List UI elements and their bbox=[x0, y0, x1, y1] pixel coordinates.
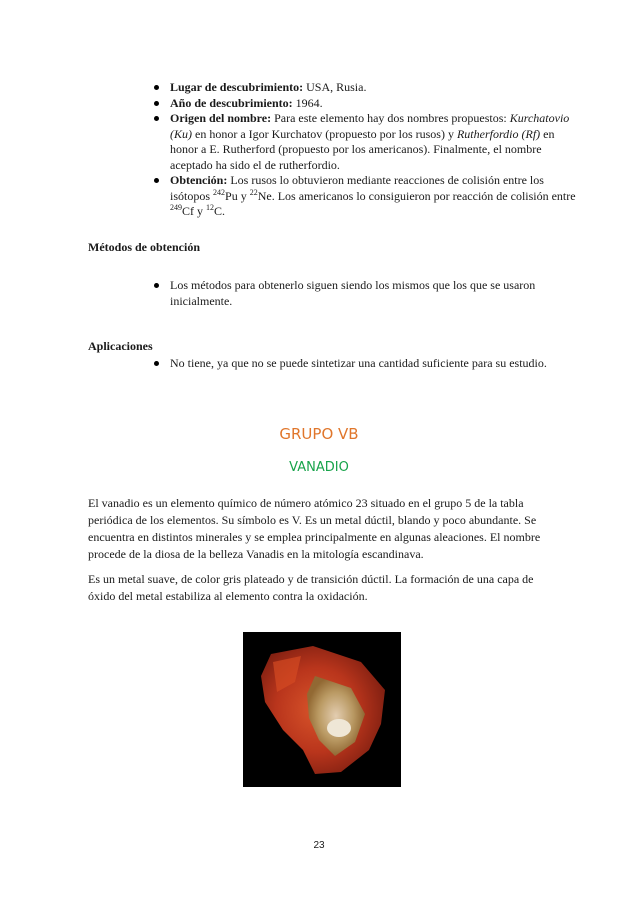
metodos-list bbox=[170, 278, 578, 309]
vanadinite-mineral-image bbox=[243, 632, 401, 787]
bullet-icon bbox=[154, 178, 159, 183]
list-item: Origen del nombre: Para este elemento hay dos nombres propuestos: Kurchatovio (Ku) en honor a Igor Kurchatov (propuesto por los rusos) y Rutherfordio (Rf) en honor a E. Rutherford (propuesto por los americanos). Finalmente, el nombre aceptado ha sido el de rutherfordio. bbox=[170, 111, 578, 173]
paragraph: El vanadio es un elemento químico de número atómico 23 situado en el grupo 5 de la tabla periódica de los elementos. Su símbolo es V. Es un metal dúctil, blando y poco abundante. Se encuentra en distintos minerales y se emplea principalmente en algunas aleaciones. El nombre procede de la diosa de la belleza Vanadis en la mitología escandinava. bbox=[88, 496, 541, 561]
bullet-icon bbox=[154, 101, 159, 106]
page-number: 23 bbox=[313, 840, 325, 851]
list-item: Los métodos para obtenerlo siguen siendo los mismos que los que se usaron inicialmente. bbox=[170, 278, 578, 309]
section-heading-aplicaciones: Aplicaciones bbox=[88, 339, 153, 353]
element-title: VANADIO bbox=[289, 460, 349, 475]
list-item: Año de descubrimiento: 1964. bbox=[170, 96, 578, 112]
group-title: GRUPO VB bbox=[279, 425, 359, 443]
bullet-icon bbox=[154, 116, 159, 121]
bullet-icon bbox=[154, 361, 159, 366]
aplicaciones-list bbox=[170, 356, 578, 372]
list-item: Obtención: Los rusos lo obtuvieron mediante reacciones de colisión entre los isótopos $^{242}$Pu y $^{22}$Ne. Los americanos lo consiguieron por reacción de colisión entre $^{249}$Cf y $^{12}$C. bbox=[170, 173, 578, 220]
bullet-icon bbox=[154, 283, 159, 288]
discovery-details-list bbox=[170, 80, 578, 220]
list-item: No tiene, ya que no se puede sintetizar una cantidad suficiente para su estudio. bbox=[170, 356, 578, 372]
section-heading-metodos: Métodos de obtención bbox=[88, 240, 200, 254]
bullet-icon bbox=[154, 85, 159, 90]
paragraph: Es un metal suave, de color gris plateado y de transición dúctil. La formación de una capa de óxido del metal estabiliza al elemento contra la oxidación. bbox=[88, 572, 534, 603]
mineral-photo-icon bbox=[243, 632, 401, 787]
list-item: Lugar de descubrimiento: USA, Rusia. bbox=[170, 80, 578, 96]
